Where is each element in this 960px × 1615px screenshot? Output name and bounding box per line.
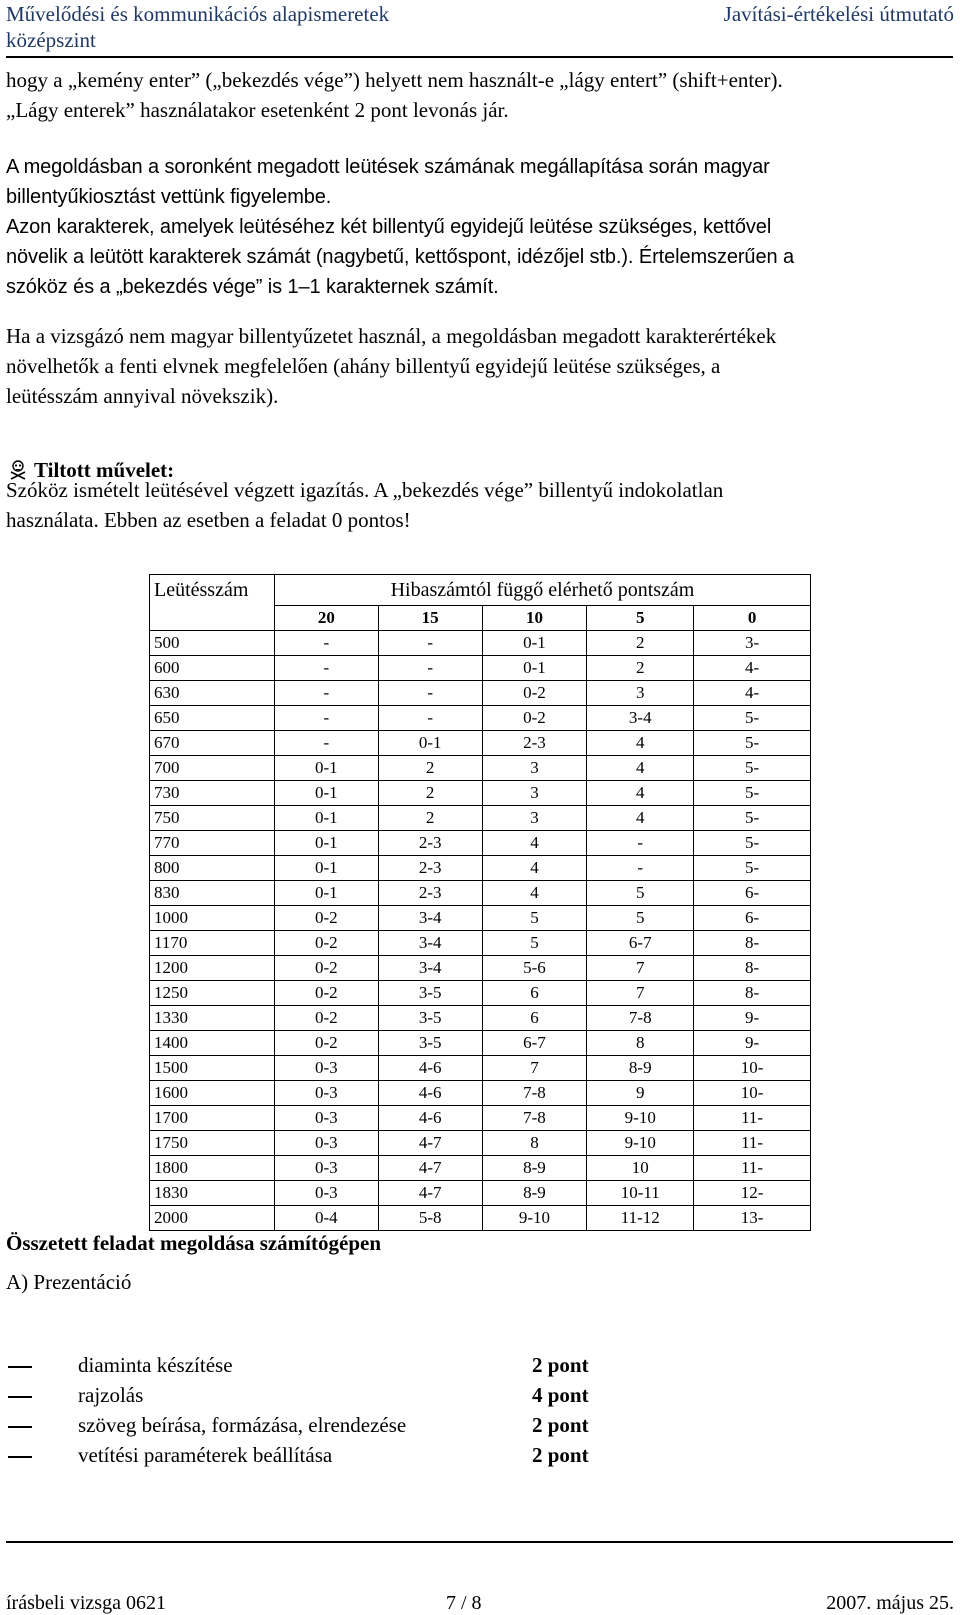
paragraph-line: növelhetők a fenti elvnek megfelelően (ahány billentyű egyidejű leütése szükséges, a [6,354,721,378]
score-cell: 5- [694,706,811,731]
section-title: Összetett feladat megoldása számítógépen [6,1231,382,1255]
score-cell: 5 [587,906,694,931]
score-cell: 2 [587,656,694,681]
paragraph-line: Szóköz ismételt leütésével végzett igazítás. A „bekezdés vége” billentyű indokolatlan [6,478,724,502]
table-row [150,1031,811,1056]
score-cell: 6-7 [587,931,694,956]
score-cell: 0-1 [482,656,587,681]
list-item-points: 4 pont [532,1383,589,1407]
score-cell: 0-2 [274,1031,378,1056]
score-cell: 7 [587,981,694,1006]
table-row [150,1106,811,1131]
table-row [150,956,811,981]
score-cell: 3-4 [378,906,482,931]
score-cell: 3 [482,756,587,781]
score-cell: 2 [378,781,482,806]
score-table [149,574,811,1231]
table-row [150,1206,811,1231]
list-bullet-dash [8,1426,32,1428]
keystroke-cell: 630 [150,681,275,706]
score-cell: 4 [587,756,694,781]
score-cell: - [274,631,378,656]
score-cell: 6 [482,981,587,1006]
table-row [150,1131,811,1156]
score-cell: 6 [482,1006,587,1031]
score-cell: 8-9 [482,1156,587,1181]
score-cell: 5-8 [378,1206,482,1231]
score-cell: 4-6 [378,1106,482,1131]
score-cell: 3 [587,681,694,706]
score-cell: 7-8 [482,1081,587,1106]
score-cell: 13- [694,1206,811,1231]
score-cell: 2 [378,756,482,781]
footer-date: 2007. május 25. [826,1592,954,1614]
table-row [150,881,811,906]
score-cell: 9 [587,1081,694,1106]
score-cell: 0-1 [274,831,378,856]
score-cell: 5 [482,906,587,931]
keystroke-cell: 1250 [150,981,275,1006]
score-cell: 3 [482,781,587,806]
score-cell: 10-11 [587,1181,694,1206]
score-cell: - [274,706,378,731]
score-cell: 7 [587,956,694,981]
score-cell: 11- [694,1156,811,1181]
keystroke-cell: 500 [150,631,275,656]
score-cell: 0-2 [274,906,378,931]
score-cell: 3-4 [587,706,694,731]
keystroke-cell: 1700 [150,1106,275,1131]
score-cell: 0-3 [274,1056,378,1081]
score-cell: - [274,681,378,706]
error-count-header: 10 [482,606,587,631]
list-item-points: 2 pont [532,1413,589,1437]
list-bullet-dash [8,1396,32,1398]
score-cell: 0-3 [274,1181,378,1206]
column-group-header: Hibaszámtól függő elérhető pontszám [274,575,810,606]
score-cell: 0-2 [274,1006,378,1031]
score-cell: 6- [694,881,811,906]
score-cell: - [378,681,482,706]
score-cell: 8- [694,981,811,1006]
list-item-points: 2 pont [532,1353,589,1377]
table-header-row [150,575,811,606]
score-cell: 0-1 [482,631,587,656]
score-cell: 10 [587,1156,694,1181]
score-cell: 5 [587,881,694,906]
score-cell: 5- [694,806,811,831]
footer-rule [6,1541,953,1543]
paragraph-soft-enter [6,65,946,125]
error-count-header: 15 [378,606,482,631]
score-cell: 9-10 [587,1131,694,1156]
header-level: középszint [6,28,96,52]
score-cell: 4- [694,656,811,681]
keystroke-cell: 2000 [150,1206,275,1231]
score-cell: 8 [587,1031,694,1056]
score-cell: 7-8 [482,1106,587,1131]
error-count-header: 0 [694,606,811,631]
keystroke-cell: 1750 [150,1131,275,1156]
score-cell: 3-4 [378,931,482,956]
table-row [150,1006,811,1031]
forbidden-title: Tiltott művelet: [34,458,175,482]
paragraph-line: növelik a leütött karakterek számát (nagybetű, kettőspont, idézőjel stb.). Értelemszerűen a [6,246,794,268]
score-cell: - [587,856,694,881]
footer-page-number: 7 / 8 [446,1592,482,1614]
score-cell: 2-3 [482,731,587,756]
score-cell: 3-5 [378,1006,482,1031]
score-cell: 4-6 [378,1081,482,1106]
score-cell: 5- [694,756,811,781]
table-row [150,931,811,956]
section-subtitle: A) Prezentáció [6,1270,132,1294]
score-cell: 0-1 [274,756,378,781]
score-cell: 0-1 [274,881,378,906]
score-cell: 4 [482,831,587,856]
score-cell: 0-2 [274,981,378,1006]
list-item-points: 2 pont [532,1443,589,1467]
table-row [150,631,811,656]
keystroke-cell: 1400 [150,1031,275,1056]
score-cell: 12- [694,1181,811,1206]
list-bullet-dash [8,1366,32,1368]
score-cell: 5-6 [482,956,587,981]
score-cell: 2 [587,631,694,656]
table-row [150,906,811,931]
score-cell: 9- [694,1006,811,1031]
score-cell: 5- [694,731,811,756]
table-row [150,981,811,1006]
keystroke-cell: 1200 [150,956,275,981]
table-row [150,1081,811,1106]
table-body [150,631,811,1231]
score-cell: 0-1 [274,781,378,806]
table-row [150,831,811,856]
keystroke-cell: 670 [150,731,275,756]
score-cell: 10- [694,1056,811,1081]
score-cell: 3- [694,631,811,656]
score-cell: 4 [587,806,694,831]
keystroke-cell: 1830 [150,1181,275,1206]
header-guide-title: Javítási-értékelési útmutató [723,2,954,26]
score-cell: - [378,706,482,731]
keystroke-cell: 750 [150,806,275,831]
score-cell: 9-10 [587,1106,694,1131]
table-row [150,1156,811,1181]
footer-exam-code: írásbeli vizsga 0621 [6,1592,166,1614]
score-cell: 0-1 [378,731,482,756]
table-row [150,1056,811,1081]
score-cell: 6-7 [482,1031,587,1056]
score-cell: 0-1 [274,806,378,831]
column-header-keystrokes: Leütésszám [150,575,275,631]
score-cell: 4- [694,681,811,706]
score-cell: 4 [587,781,694,806]
keystroke-cell: 1600 [150,1081,275,1106]
keystroke-cell: 770 [150,831,275,856]
score-cell: 0-2 [274,931,378,956]
keystroke-cell: 830 [150,881,275,906]
score-cell: 8-9 [482,1181,587,1206]
paragraph-line: szóköz és a „bekezdés vége” is 1–1 karakternek számít. [6,276,499,298]
score-cell: 10- [694,1081,811,1106]
list-item-label: rajzolás [78,1383,144,1407]
score-cell: 2-3 [378,831,482,856]
paragraph-line: használata. Ebben az esetben a feladat 0 pontos! [6,508,411,532]
score-cell: 5- [694,831,811,856]
keystroke-cell: 1500 [150,1056,275,1081]
list-bullet-dash [8,1456,32,1458]
score-cell: - [274,656,378,681]
score-cell: 4 [587,731,694,756]
score-cell: 7-8 [587,1006,694,1031]
list-item-label: diaminta készítése [78,1353,233,1377]
score-cell: 9-10 [482,1206,587,1231]
keystroke-cell: 650 [150,706,275,731]
keystroke-cell: 700 [150,756,275,781]
keystroke-cell: 1800 [150,1156,275,1181]
list-item-label: vetítési paraméterek beállítása [78,1443,333,1467]
error-count-header: 20 [274,606,378,631]
score-cell: 0-2 [482,706,587,731]
header-subject: Művelődési és kommunikációs alapismeretek [6,2,390,26]
score-cell: 11- [694,1106,811,1131]
keystroke-cell: 1330 [150,1006,275,1031]
score-cell: 2-3 [378,856,482,881]
score-cell: 0-3 [274,1131,378,1156]
paragraph-line: A megoldásban a soronként megadott leütések számának megállapítása során magyar [6,156,770,178]
score-cell: 0-2 [274,956,378,981]
score-cell: 8- [694,956,811,981]
table-row [150,781,811,806]
header-rule [6,56,953,58]
paragraph-line: billentyűkiosztást vettünk figyelembe. [6,186,332,208]
table-row [150,731,811,756]
score-cell: 5- [694,781,811,806]
score-cell: 8- [694,931,811,956]
paragraph-line: „Lágy enterek” használatakor esetenként 2 pont levonás jár. [6,98,509,122]
paragraph-foreign-keyboard [6,321,946,411]
score-cell: 2 [378,806,482,831]
paragraph-line: leütésszám annyival növekszik). [6,384,279,408]
keystroke-cell: 1000 [150,906,275,931]
score-cell: 4-6 [378,1056,482,1081]
score-cell: 5 [482,931,587,956]
score-cell: 3-5 [378,1031,482,1056]
keystroke-cell: 600 [150,656,275,681]
table-row [150,856,811,881]
score-cell: 9- [694,1031,811,1056]
score-cell: 0-3 [274,1156,378,1181]
score-cell: 0-4 [274,1206,378,1231]
score-cell: 3-4 [378,956,482,981]
score-cell: - [274,731,378,756]
score-cell: 3 [482,806,587,831]
forbidden-description [6,475,946,535]
score-cell: 0-2 [482,681,587,706]
table-row [150,681,811,706]
score-cell: - [378,656,482,681]
score-cell: - [378,631,482,656]
error-count-header: 5 [587,606,694,631]
paragraph-keystrokes [6,152,946,302]
list-item-label: szöveg beírása, formázása, elrendezése [78,1413,407,1437]
score-cell: 0-3 [274,1081,378,1106]
score-cell: 0-3 [274,1106,378,1131]
paragraph-line: hogy a „kemény enter” („bekezdés vége”) helyett nem használt-e „lágy entert” (shift+enter). [6,68,783,92]
score-cell: 4 [482,881,587,906]
score-cell: 8 [482,1131,587,1156]
table-row [150,656,811,681]
score-cell: 3-5 [378,981,482,1006]
score-cell: 8-9 [587,1056,694,1081]
table-row [150,706,811,731]
keystroke-cell: 1170 [150,931,275,956]
paragraph-line: Ha a vizsgázó nem magyar billentyűzetet használ, a megoldásban megadott karakterértékek [6,324,777,348]
table-row [150,806,811,831]
score-cell: 11-12 [587,1206,694,1231]
keystroke-cell: 800 [150,856,275,881]
score-cell: 5- [694,856,811,881]
score-cell: 0-1 [274,856,378,881]
score-cell: 6- [694,906,811,931]
score-cell: - [587,831,694,856]
score-cell: 2-3 [378,881,482,906]
score-cell: 4-7 [378,1181,482,1206]
score-cell: 4-7 [378,1156,482,1181]
keystroke-cell: 730 [150,781,275,806]
score-cell: 4 [482,856,587,881]
table-row [150,756,811,781]
paragraph-line: Azon karakterek, amelyek leütéséhez két billentyű egyidejű leütése szükséges, kettővel [6,216,772,238]
score-cell: 7 [482,1056,587,1081]
score-cell: 4-7 [378,1131,482,1156]
score-cell: 11- [694,1131,811,1156]
table-row [150,1181,811,1206]
